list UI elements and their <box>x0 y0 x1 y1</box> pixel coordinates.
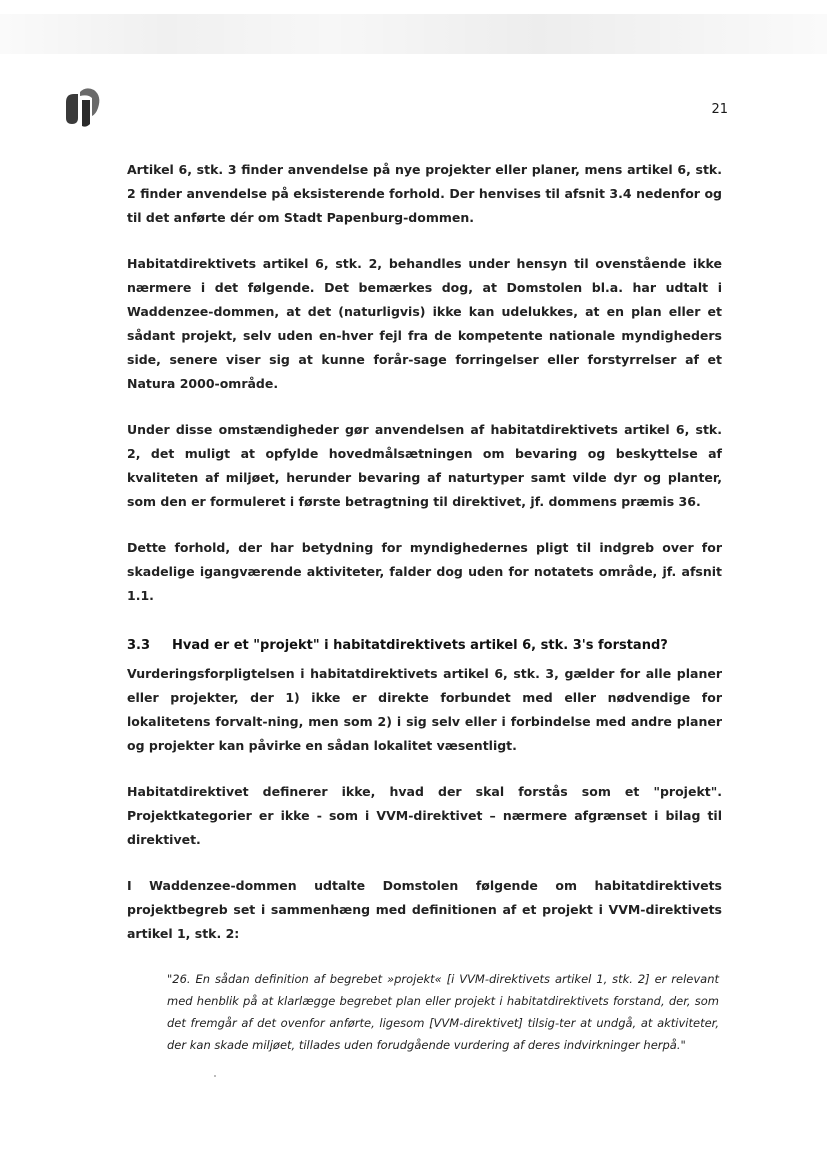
section-number: 3.3 <box>127 638 151 653</box>
document-logo-icon <box>62 84 104 134</box>
block-quote: "26. En sådan definition af begrebet »projekt« [i VVM-direktivets artikel 1, stk. 2] er relevant med henblik på at klarlægge begrebet plan eller projekt i habitatdirektivets forstand, der, som det fremgår af det ovenfor anførte, ligesom [VVM-direktivet] tilsig-ter at undgå, at aktiviteter, der kan skade miljøet, tillades uden forudgående vurdering af deres indvirkninger herpå." <box>167 972 719 1052</box>
section-heading <box>127 634 722 658</box>
paragraph: Dette forhold, der har betydning for myndighedernes pligt til indgreb over for skadelige igangværende aktiviteter, falder dog uden for notatets område, jf. afsnit 1.1. <box>127 540 722 603</box>
paragraph: Vurderingsforpligtelsen i habitatdirektivets artikel 6, stk. 3, gælder for alle planer eller projekter, der 1) ikke er direkte forbundet med eller nødvendige for lokalitetens forvalt-ning, men som 2) i sig selv eller i forbindelse med andre planer og projekter kan påvirke en sådan lokalitet væsentligt. <box>127 666 722 753</box>
paragraph: Artikel 6, stk. 3 finder anvendelse på nye projekter eller planer, mens artikel 6, stk. 2 finder anvendelse på eksisterende forhold. Der henvises til afsnit 3.4 nedenfor og til det anførte dér om Stadt Papenburg-dommen. <box>127 162 722 225</box>
page-number: 21 <box>711 102 728 117</box>
paragraph: Habitatdirektivets artikel 6, stk. 2, behandles under hensyn til ovenstående ikke nærmere i det følgende. Det bemærkes dog, at Domstolen bl.a. har udtalt i Waddenzee-dommen, at det (naturligvis) ikke kan udelukkes, at en plan eller et sådant projekt, selv uden en-hver fejl fra de kompetente nationale myndigheders side, senere viser sig at kunne forår-sage forringelser eller forstyrrelser af et Natura 2000-område. <box>127 256 722 391</box>
document-body <box>127 158 722 1056</box>
section-title: Hvad er et "projekt" i habitatdirektivets artikel 6, stk. 3's forstand? <box>172 638 668 653</box>
paragraph: Habitatdirektivet definerer ikke, hvad der skal forstås som et "projekt". Projektkategorier er ikke - som i VVM-direktivet – nærmere afgrænset i bilag til direktivet. <box>127 784 722 847</box>
paragraph: Under disse omstændigheder gør anvendelsen af habitatdirektivets artikel 6, stk. 2, det muligt at opfylde hovedmålsætningen om bevaring og beskyttelse af kvaliteten af miljøet, herunder bevaring af naturtyper samt vilde dyr og planter, som den er formuleret i første betragtning til direktivet, jf. dommens præmis 36. <box>127 422 722 509</box>
paragraph: I Waddenzee-dommen udtalte Domstolen følgende om habitatdirektivets projektbegreb set i sammenhæng med definitionen af et projekt i VVM-direktivets artikel 1, stk. 2: <box>127 878 722 941</box>
scan-artifact <box>0 14 827 54</box>
scan-speck <box>214 1075 216 1077</box>
